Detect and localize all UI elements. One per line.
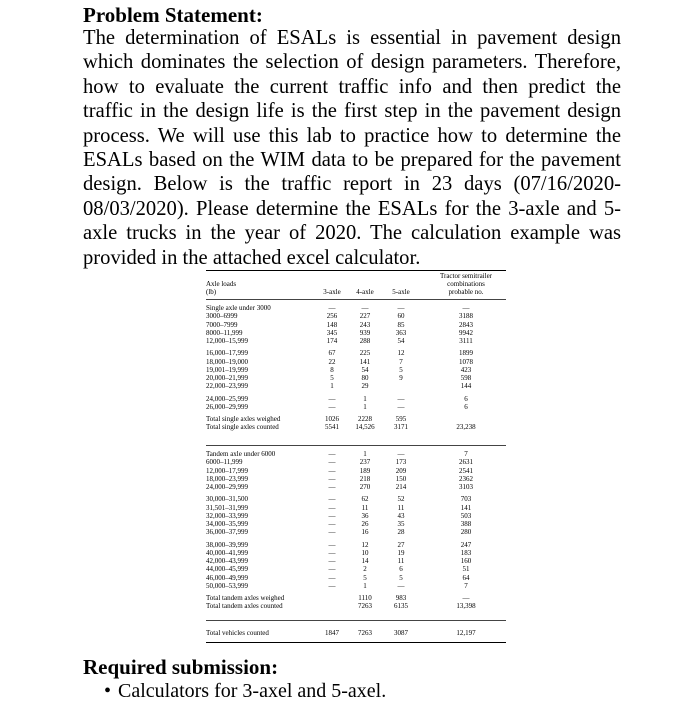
cell-3axle: — — [328, 511, 336, 520]
cell-tractor: 3103 — [459, 483, 473, 491]
cell-5axle: 11 — [397, 503, 405, 512]
table-row — [206, 349, 506, 357]
row-label: 8000–11,999 — [206, 328, 243, 337]
cell-4axle: 29 — [361, 382, 369, 391]
cell-3axle: — — [328, 458, 336, 467]
cell-3axle: 345 — [326, 328, 338, 337]
cell-5axle: 43 — [397, 511, 405, 520]
table-row — [206, 512, 506, 520]
cell-3axle: — — [328, 483, 336, 491]
cell-5axle: 85 — [397, 320, 405, 329]
table-row — [206, 304, 506, 312]
table-row — [206, 403, 506, 411]
cell-4axle: 1 — [363, 450, 367, 458]
cell-tractor: 183 — [460, 548, 472, 557]
cell-5axle: — — [397, 304, 405, 312]
table-row — [206, 458, 506, 466]
row-label: 26,000–29,999 — [206, 402, 248, 411]
single-tandem-rule — [206, 445, 506, 446]
cell-tractor: 51 — [462, 565, 470, 574]
cell-tractor: 160 — [460, 557, 472, 565]
row-label: 40,000–41,999 — [206, 548, 248, 557]
cell-3axle: — — [328, 466, 336, 475]
table-row — [206, 337, 506, 345]
table-row — [206, 520, 506, 528]
cell-tractor: 64 — [462, 573, 470, 582]
table-row — [206, 423, 506, 431]
cell-4axle: 225 — [359, 349, 371, 358]
cell-tractor: 503 — [460, 511, 472, 520]
problem-body: The determination of ESALs is essential in pavement design which dominates the selection of design parameters. Therefore, how to evaluate the current traffic info and then predict the traffic in the design life is the first step in the pavement design process. We will use this lab to practice how to determine the ESALs based on the WIM data to be prepared for the pavement design. Below is the traffic report in 23 days (07/16/2020-08/03/2020). Please determine the ESALs for the 3-axle and 5-axle trucks in the year of 2020. The calculation example was provided in the attached excel calculator. — [83, 27, 621, 269]
table-row — [206, 329, 506, 337]
cell-3axle: — — [328, 495, 336, 504]
cell-tractor: 388 — [460, 520, 472, 528]
cell-tractor: 2631 — [459, 458, 473, 467]
cell-5axle: 19 — [397, 548, 405, 557]
row-label: 3000–6999 — [206, 312, 238, 321]
cell-5axle: 28 — [397, 528, 405, 537]
cell-5axle: — — [397, 450, 405, 458]
cell-5axle: 209 — [395, 466, 407, 475]
cell-tractor: 280 — [460, 528, 472, 537]
cell-3axle: — — [328, 394, 336, 403]
row-label: 36,000–37,999 — [206, 528, 248, 537]
table-row — [206, 594, 506, 602]
tandem-total-rule — [206, 620, 506, 621]
table-row — [206, 528, 506, 536]
cell-4axle: 80 — [361, 374, 369, 382]
cell-4axle: 14,526 — [355, 423, 375, 432]
cell-5axle: — — [397, 402, 405, 411]
row-label: 31,501–31,999 — [206, 503, 248, 512]
cell-3axle: 1026 — [325, 415, 339, 423]
table-row — [206, 358, 506, 366]
row-label: 42,000–43,999 — [206, 557, 248, 565]
cell-4axle: 189 — [359, 466, 371, 475]
cell-4axle: 939 — [359, 328, 371, 337]
cell-5axle: 12 — [397, 349, 405, 358]
cell-5axle: 11 — [397, 557, 405, 565]
cell-4axle: 7263 — [358, 629, 372, 637]
row-label: Total single axles counted — [206, 423, 279, 432]
required-item — [104, 680, 386, 702]
cell-5axle: 54 — [397, 337, 405, 345]
cell-5axle: 173 — [395, 458, 407, 467]
row-label: Total tandem axles weighed — [206, 594, 285, 602]
cell-5axle: 6 — [399, 565, 403, 574]
cell-tractor: 598 — [460, 374, 472, 382]
required-item-text: Calculators for 3-axel and 5-axel. — [118, 680, 387, 702]
cell-tractor: 13,398 — [456, 602, 476, 611]
row-label: 12,000–17,999 — [206, 466, 248, 475]
problem-heading: Problem Statement: — [83, 3, 263, 27]
table-bottom-rule — [206, 642, 506, 643]
cell-5axle: — — [397, 581, 405, 590]
cell-3axle: 148 — [326, 320, 338, 329]
cell-4axle: 16 — [361, 528, 369, 537]
cell-tractor: 141 — [460, 503, 472, 512]
row-label: 6000–11,999 — [206, 458, 243, 467]
row-label: Single axle under 3000 — [206, 304, 271, 312]
cell-4axle: 14 — [361, 557, 369, 565]
cell-5axle: 5 — [399, 365, 403, 374]
cell-3axle: — — [328, 450, 336, 458]
table-row — [206, 450, 506, 458]
row-label: 24,000–25,999 — [206, 394, 248, 403]
cell-4axle: 26 — [361, 520, 369, 528]
cell-3axle: 22 — [328, 357, 336, 366]
cell-4axle: 11 — [361, 503, 369, 512]
table-row — [206, 549, 506, 557]
cell-5axle: 35 — [397, 520, 405, 528]
cell-3axle: 256 — [326, 312, 338, 321]
cell-5axle: 595 — [395, 415, 407, 423]
cell-tractor: 7 — [464, 450, 468, 458]
cell-3axle: — — [328, 528, 336, 537]
col-header-3axle: 3-axle — [323, 288, 341, 296]
row-label: 22,000–23,999 — [206, 382, 248, 391]
cell-3axle: 5 — [330, 374, 334, 382]
cell-5axle: 3171 — [394, 423, 408, 432]
row-label: 50,000–53,999 — [206, 581, 248, 590]
cell-3axle: 174 — [326, 337, 338, 345]
cell-tractor: 247 — [460, 540, 472, 549]
row-label: Total single axles weighed — [206, 415, 281, 423]
cell-tractor: — — [462, 594, 470, 602]
col-header-axle-loads: Axle loads — [206, 280, 237, 288]
table-row — [206, 395, 506, 403]
table-row — [206, 495, 506, 503]
col-header-tractor-2: combinations — [447, 280, 485, 288]
row-label: 46,000–49,999 — [206, 573, 248, 582]
cell-5axle: 52 — [397, 495, 405, 504]
table-row — [206, 504, 506, 512]
col-header-5axle: 5-axle — [392, 288, 410, 296]
row-label: 44,000–45,999 — [206, 565, 248, 574]
row-label: 19,001–19,999 — [206, 365, 248, 374]
cell-3axle: — — [328, 557, 336, 565]
cell-4axle: 1 — [363, 394, 367, 403]
table-row — [206, 565, 506, 573]
cell-5axle: 6135 — [394, 602, 408, 611]
cell-4axle: 7263 — [358, 602, 372, 611]
cell-4axle: 237 — [359, 458, 371, 467]
header-rule — [206, 299, 506, 300]
cell-5axle: 363 — [395, 328, 407, 337]
row-label: 12,000–15,999 — [206, 337, 248, 345]
cell-3axle: — — [328, 503, 336, 512]
cell-3axle: — — [328, 565, 336, 574]
cell-tractor: 1899 — [459, 349, 473, 358]
cell-5axle: 150 — [395, 474, 407, 483]
row-label: 38,000–39,999 — [206, 540, 248, 549]
table-row — [206, 467, 506, 475]
table-row — [206, 557, 506, 565]
col-header-tractor-3: probable no. — [448, 288, 484, 296]
cell-4axle: 54 — [361, 365, 369, 374]
table-row — [206, 582, 506, 590]
cell-tractor: 7 — [464, 581, 468, 590]
cell-tractor: 2843 — [459, 320, 473, 329]
table-row — [206, 415, 506, 423]
cell-4axle: — — [361, 304, 369, 312]
cell-3axle: — — [328, 520, 336, 528]
cell-3axle: 1 — [330, 382, 334, 391]
row-label: Tandem axle under 6000 — [206, 450, 276, 458]
cell-tractor: 12,197 — [456, 629, 476, 637]
cell-3axle: 8 — [330, 365, 334, 374]
cell-3axle: — — [328, 304, 336, 312]
row-label: 16,000–17,999 — [206, 349, 248, 358]
row-label: 18,000–19,000 — [206, 357, 248, 366]
row-label: 18,000–23,999 — [206, 474, 248, 483]
cell-tractor: — — [462, 304, 470, 312]
cell-3axle: 1847 — [325, 629, 339, 637]
row-label: 30,000–31,500 — [206, 495, 248, 504]
table-row — [206, 483, 506, 491]
table-row — [206, 312, 506, 320]
cell-3axle: — — [328, 573, 336, 582]
cell-3axle: — — [328, 548, 336, 557]
required-heading: Required submission: — [83, 655, 279, 679]
table-row — [206, 321, 506, 329]
col-header-axle-unit: (lb) — [206, 288, 217, 296]
cell-4axle: 218 — [359, 474, 371, 483]
cell-5axle: 3087 — [394, 629, 408, 637]
cell-5axle: 983 — [395, 594, 407, 602]
cell-tractor: 423 — [460, 365, 472, 374]
cell-5axle: 5 — [399, 573, 403, 582]
cell-4axle: 1 — [363, 581, 367, 590]
cell-tractor: 9942 — [459, 328, 473, 337]
cell-tractor: 23,238 — [456, 423, 476, 432]
row-label: Total vehicles counted — [206, 629, 269, 637]
row-label: 20,000–21,999 — [206, 374, 248, 382]
cell-5axle: 9 — [399, 374, 403, 382]
cell-4axle: 270 — [359, 483, 371, 491]
cell-tractor: 2362 — [459, 474, 473, 483]
cell-4axle: 62 — [361, 495, 369, 504]
col-header-4axle: 4-axle — [356, 288, 374, 296]
table-row — [206, 574, 506, 582]
traffic-table — [206, 270, 506, 646]
cell-5axle: 27 — [397, 540, 405, 549]
cell-4axle: 288 — [359, 337, 371, 345]
cell-tractor: 2541 — [459, 466, 473, 475]
cell-4axle: 36 — [361, 511, 369, 520]
cell-4axle: 10 — [361, 548, 369, 557]
cell-4axle: 243 — [359, 320, 371, 329]
cell-3axle: 67 — [328, 349, 336, 358]
cell-3axle: 5541 — [325, 423, 339, 432]
cell-5axle: 214 — [395, 483, 407, 491]
cell-5axle: 60 — [397, 312, 405, 321]
cell-4axle: 12 — [361, 540, 369, 549]
total-vehicles-row — [206, 629, 506, 637]
cell-4axle: 2228 — [358, 415, 372, 423]
table-top-rule — [206, 270, 506, 271]
cell-4axle: 5 — [363, 573, 367, 582]
cell-5axle: — — [397, 394, 405, 403]
cell-3axle: — — [328, 540, 336, 549]
cell-4axle: 141 — [359, 357, 371, 366]
cell-tractor: 144 — [460, 382, 472, 391]
table-row — [206, 366, 506, 374]
cell-4axle: 2 — [363, 565, 367, 574]
table-row — [206, 382, 506, 390]
cell-tractor: 3188 — [459, 312, 473, 321]
cell-4axle: 227 — [359, 312, 371, 321]
row-label: 32,000–33,999 — [206, 511, 248, 520]
cell-tractor: 1078 — [459, 357, 473, 366]
row-label: 7000–7999 — [206, 320, 238, 329]
cell-tractor: 6 — [464, 402, 468, 411]
cell-tractor: 3111 — [459, 337, 473, 345]
cell-4axle: 1110 — [358, 594, 372, 602]
cell-tractor: 703 — [460, 495, 472, 504]
bullet-icon: • — [104, 680, 112, 702]
cell-4axle: 1 — [363, 402, 367, 411]
row-label: Total tandem axles counted — [206, 602, 283, 611]
table-row — [206, 541, 506, 549]
table-row — [206, 475, 506, 483]
cell-5axle: 7 — [399, 357, 403, 366]
table-row — [206, 602, 506, 610]
cell-tractor: 6 — [464, 394, 468, 403]
row-label: 24,000–29,999 — [206, 483, 248, 491]
cell-3axle: — — [328, 581, 336, 590]
cell-3axle: — — [328, 474, 336, 483]
table-row — [206, 374, 506, 382]
cell-3axle: — — [328, 402, 336, 411]
col-header-tractor-1: Tractor semitrailer — [439, 272, 493, 280]
row-label: 34,000–35,999 — [206, 520, 248, 528]
